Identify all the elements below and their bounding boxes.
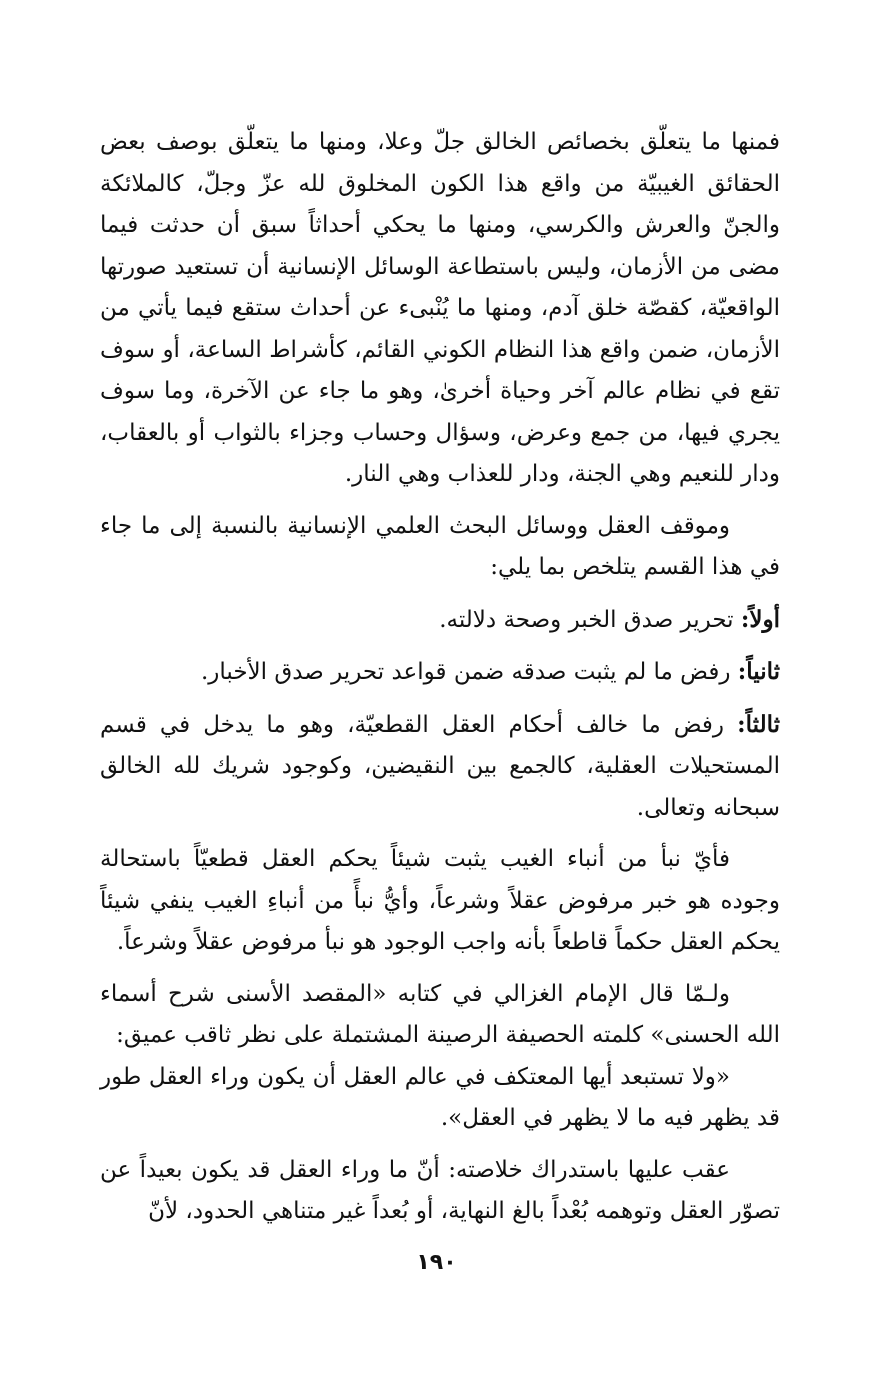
paragraph-text: ولـمّا قال الإمام الغزالي في كتابه «المقصد الأسنى شرح أسماء الله الحسنى» كلمته الحصيفة الرصينة المشتملة على نظر ثاقب عميق: [100,980,780,1048]
quote-ghazali [100,1057,780,1140]
list-item-text: تحرير صدق الخبر وصحة دلالته. [439,606,741,633]
list-item-first [100,599,780,642]
paragraph-commentary [100,1150,780,1233]
paragraph-text: عقب عليها باستدراك خلاصته: أنّ ما وراء العقل قد يكون بعيداً عن تصوّر العقل وتوهمه بُعْداً بالغ النهاية، أو بُعداً غير متناهي الحدود، لأنّ [100,1156,780,1224]
paragraph-position-of-reason [100,506,780,589]
paragraph-text: وموقف العقل ووسائل البحث العلمي الإنسانية بالنسبة إلى ما جاء في هذا القسم يتلخص بما يلي: [100,512,780,580]
list-item-text: رفض ما خالف أحكام العقل القطعيّة، وهو ما يدخل في قسم المستحيلات العقلية، كالجمع بين النقيضين، وكوجود شريك لله الخالق سبحانه وتعالى. [100,711,780,821]
list-item-third [100,704,780,830]
list-item-lead: أولاً: [740,605,780,633]
list-item-lead: ثالثاً: [737,710,780,738]
paragraph-text: فمنها ما يتعلّق بخصائص الخالق جلّ وعلا، ومنها ما يتعلّق بوصف بعض الحقائق الغيبيّة من واقع هذا الكون المخلوق لله عزّ وجلّ، كالملائكة والجنّ والعرش والكرسي، ومنها ما يحكي أحداثاً سبق أن حدثت فيما مضى من الأزمان، وليس باستطاعة الوسائل الإنسانية أن تستعيد صورتها الواقعيّة، كقصّة خلق آدم، ومنها ما يُنْبىء عن أحداث ستقع فيما يأتي من الأزمان، ضمن واقع هذا النظام الكوني القائم، كأشراط الساعة، أو سوف تقع في نظام عالم آخر وحياة أخرىٰ، وهو ما جاء عن الآخرة، وما سوف يجري فيها، من جمع وعرض، وسؤال وحساب وجزاء بالثواب أو بالعقاب، ودار للنعيم وهي الجنة، ودار للعذاب وهي النار. [100,129,780,487]
page-number: ١٩٠ [416,1250,457,1275]
list-item-text: رفض ما لم يثبت صدقه ضمن قواعد تحرير صدق الأخبار. [200,659,738,685]
body-text [100,122,780,1243]
paragraph-rejected-news [100,839,780,964]
paragraph-text: فأيّ نبأ من أنباء الغيب يثبت شيئاً يحكم العقل قطعيّاً باستحالة وجوده هو خبر مرفوض عقلاً وشرعاً، وأيُّ نبأً من أنباءِ الغيب ينفي شيئاً يحكم العقل حكماً قاطعاً بأنه واجب الوجود هو نبأ مرفوض عقلاً وشرعاً. [100,846,780,955]
quote-text: «ولا تستبعد أيها المعتكف في عالم العقل أن يكون وراء العقل طور قد يظهر فيه ما لا يظهر في العقل». [100,1063,780,1131]
list-item-lead: ثانياً: [737,658,780,685]
list-item-second [100,651,780,694]
paragraph-ghazali-intro [100,974,780,1057]
paragraph-unseen-realities [100,122,780,496]
